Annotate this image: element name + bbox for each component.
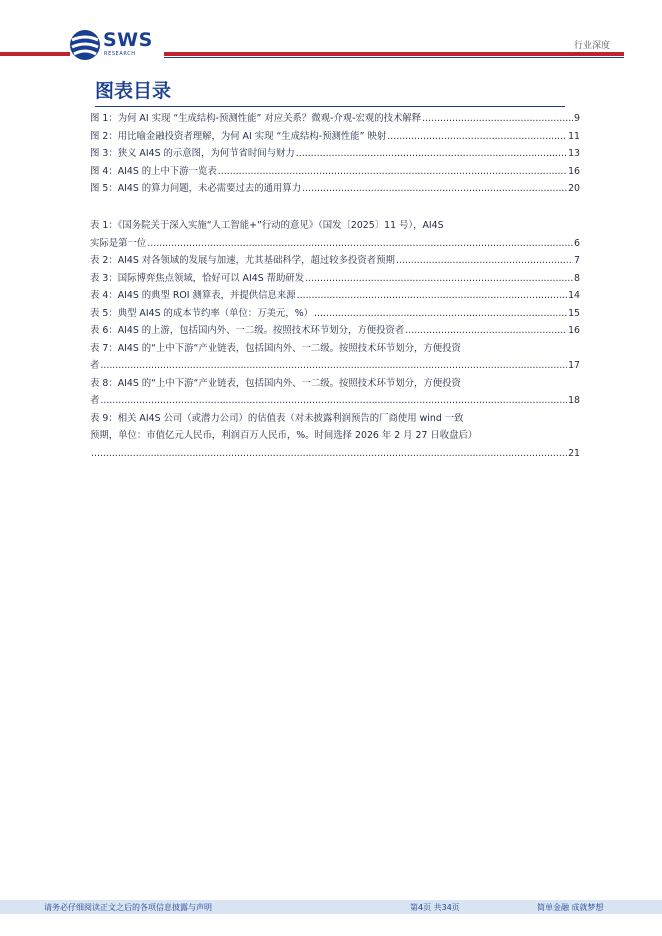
leader-dots [100,392,567,410]
toc-entry-figure-1[interactable]: 图 1：为何 AI 实现 “生成结构-预测性能” 对应关系？微观-介观-宏观的技术解释 ..... 9 [90,110,580,128]
toc-entry-figure-3[interactable]: 图 3：狭义 AI4S 的示意图，为何节省时间与财力 ..... 13 [90,145,580,163]
toc-entry-table-2[interactable]: 表 2：AI4S 对各领域的发展与加速，尤其基础科学，超过较多投资者预期 ..... 7 [90,252,580,270]
leader-dots [396,252,573,270]
page-title: 图表目录 [95,80,172,102]
footer-slogan: 简单金融 成就梦想 [537,903,604,912]
logo-subtext: RESEARCH [104,51,136,57]
leader-dots [100,357,567,375]
header-rule-left [0,52,70,56]
toc-entry-figure-2[interactable]: 图 2：用比喻金融投资者理解，为何 AI 实现 “生成结构-预测性能” 映射 ..... 11 [90,128,580,146]
toc-entry-table-5[interactable]: 表 5：典型 AI4S 的成本节约率（单位：万美元，%） ..... 15 [90,305,580,323]
toc-entry-table-9[interactable]: 表 9：相关 AI4S 公司（或潜力公司）的估值表（对未披露利润预告的厂商使用 wind 一致 预期，单位：市值亿元人民币，利润百万人民币，%。时间选择 2026 年 2 月 27 日收盘后） ..... 21 [90,410,580,463]
leader-dots [405,322,567,340]
leader-dots [147,235,573,253]
leader-dots [387,128,567,146]
leader-dots [218,163,567,181]
title-underline [95,106,565,107]
toc-entry-figure-4[interactable]: 图 4：AI4S 的上中下游一览表 ..... 16 [90,163,580,181]
footer-page-number: 第4页 共34页 [410,903,460,912]
sws-logo-icon [68,28,104,62]
footer-disclaimer: 请务必仔细阅读正文之后的各项信息披露与声明 [44,903,212,912]
logo-text: SWS [103,29,153,51]
leader-dots [305,270,573,288]
toc-entry-table-3[interactable]: 表 3：国际博弈焦点领域，恰好可以 AI4S 帮助研发 ..... 8 [90,270,580,288]
leader-dots [91,445,567,463]
header-rule-blue [164,57,624,58]
leader-dots [314,305,567,323]
toc-entry-table-4[interactable]: 表 4：AI4S 的典型 ROI 测算表，并提供信息来源 ..... 14 [90,287,580,305]
toc-entry-table-6[interactable]: 表 6：AI4S 的上游，包括国内外、一二级。按照技术环节划分，方便投资者 ..... 16 [90,322,580,340]
figure-list [90,110,580,198]
header-rule-right [164,52,624,56]
toc-entry-table-1[interactable]: 表 1：《国务院关于深入实施“人工智能+”行动的意见》（国发〔2025〕11 号），AI4S 实际是第一位 ..... 6 [90,217,580,252]
toc-entry-table-7[interactable]: 表 7：AI4S 的“上中下游“产业链表，包括国内外、一二级。按照技术环节划分，方便投资 者 ..... 17 [90,340,580,375]
table-list [90,217,580,462]
leader-dots [296,145,567,163]
leader-dots [302,180,567,198]
report-type-tag: 行业深度 [573,41,610,51]
leader-dots [422,110,573,128]
toc-entry-table-8[interactable]: 表 8：AI4S 的“上中下游“产业链表，包括国内外、一二级。按照技术环节划分，方便投资 者 ..... 18 [90,375,580,410]
toc-entry-figure-5[interactable]: 图 5：AI4S 的算力问题，未必需要过去的通用算力 ..... 20 [90,180,580,198]
leader-dots [297,287,567,305]
